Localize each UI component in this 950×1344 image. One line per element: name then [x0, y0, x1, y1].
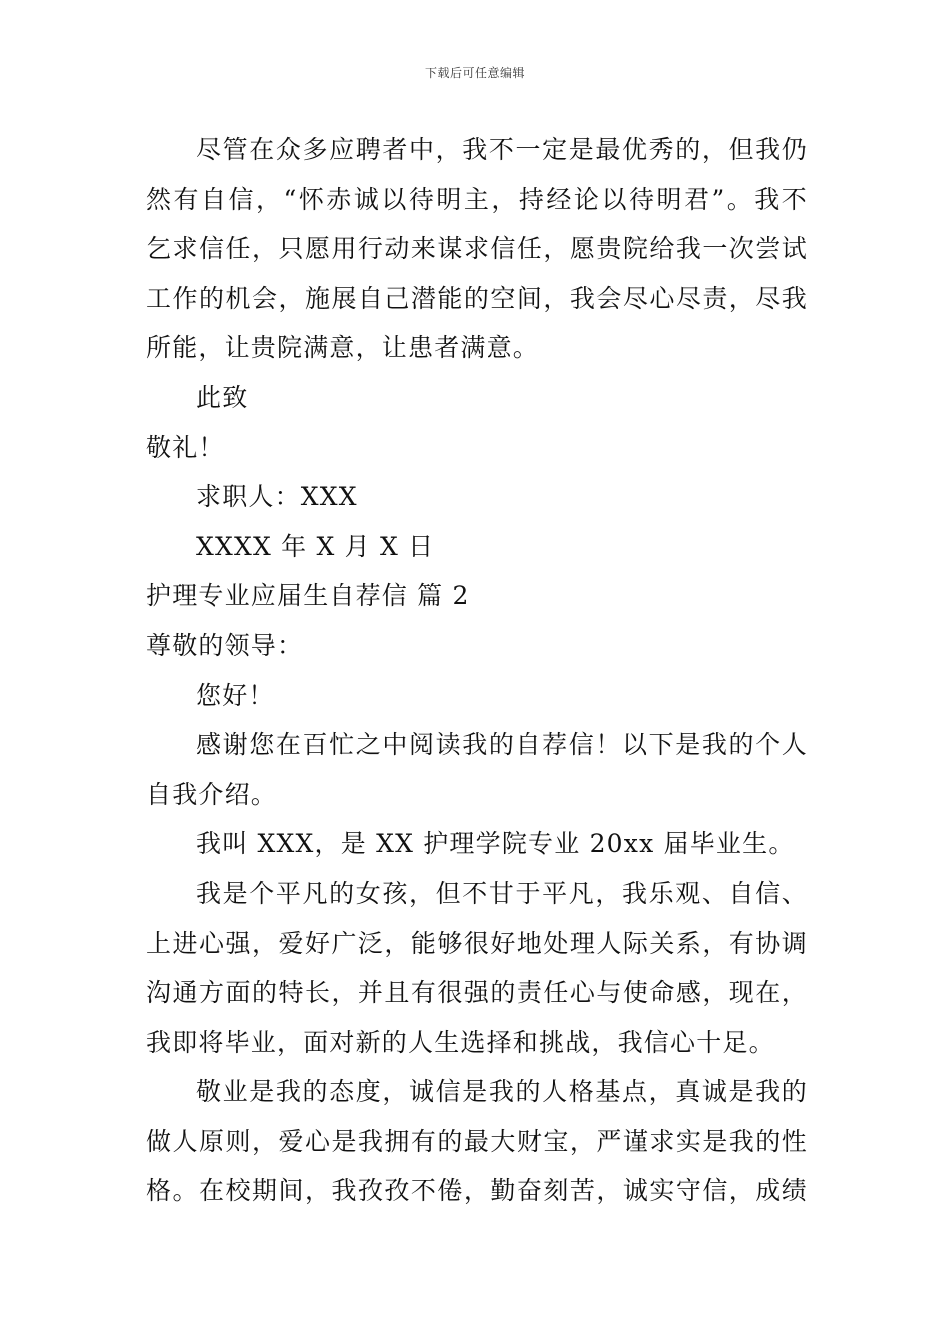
paragraph-line: 做人原则，爱心是我拥有的最大财宝，严谨求实是我的性: [146, 1126, 808, 1156]
paragraph-line: 尽管在众多应聘者中，我不一定是最优秀的，但我仍: [196, 135, 808, 164]
page-header-note: 下载后可任意编辑: [424, 66, 525, 80]
paragraph-line: 上进心强，爱好广泛，能够很好地处理人际关系，有协调: [146, 928, 808, 958]
paragraph-line: 然有自信，“怀赤诚以待明主，持经论以待明君”。我不: [146, 184, 808, 214]
paragraph-line: 工作的机会，施展自己潜能的空间，我会尽心尽责，尽我: [146, 283, 808, 313]
signature-date: XXXX 年 X 月 X 日: [196, 531, 435, 561]
paragraph-line: 乞求信任，只愿用行动来谋求信任，愿贵院给我一次尝试: [146, 234, 808, 264]
paragraph-line: 我是个平凡的女孩，但不甘于平凡，我乐观、自信、: [196, 878, 808, 908]
paragraph-line: 我叫 XXX，是 XX 护理学院专业 20xx 届毕业生。: [196, 829, 795, 859]
greeting-hello: 您好！: [196, 680, 275, 710]
closing-salutation: 此致: [196, 382, 249, 412]
paragraph-line: 敬业是我的态度，诚信是我的人格基点，真诚是我的: [196, 1077, 808, 1107]
section-title: 护理专业应届生自荐信 篇 2: [146, 581, 470, 611]
paragraph-line: 我即将毕业，面对新的人生选择和挑战，我信心十足。: [146, 1027, 775, 1057]
greeting-recipient: 尊敬的领导：: [146, 630, 304, 660]
closing-respect: 敬礼！: [146, 432, 225, 462]
document-body: [146, 125, 808, 1216]
paragraph-line: 格。在校期间，我孜孜不倦，勤奋刻苦，诚实守信，成绩: [146, 1176, 808, 1206]
paragraph-line: 所能，让贵院满意，让患者满意。: [146, 333, 540, 363]
paragraph-line: 沟通方面的特长，并且有很强的责任心与使命感，现在，: [146, 978, 808, 1008]
paragraph-line: 感谢您在百忙之中阅读我的自荐信！以下是我的个人: [196, 730, 808, 760]
signature-name: 求职人：XXX: [196, 482, 358, 512]
paragraph-line: 自我介绍。: [146, 779, 278, 809]
